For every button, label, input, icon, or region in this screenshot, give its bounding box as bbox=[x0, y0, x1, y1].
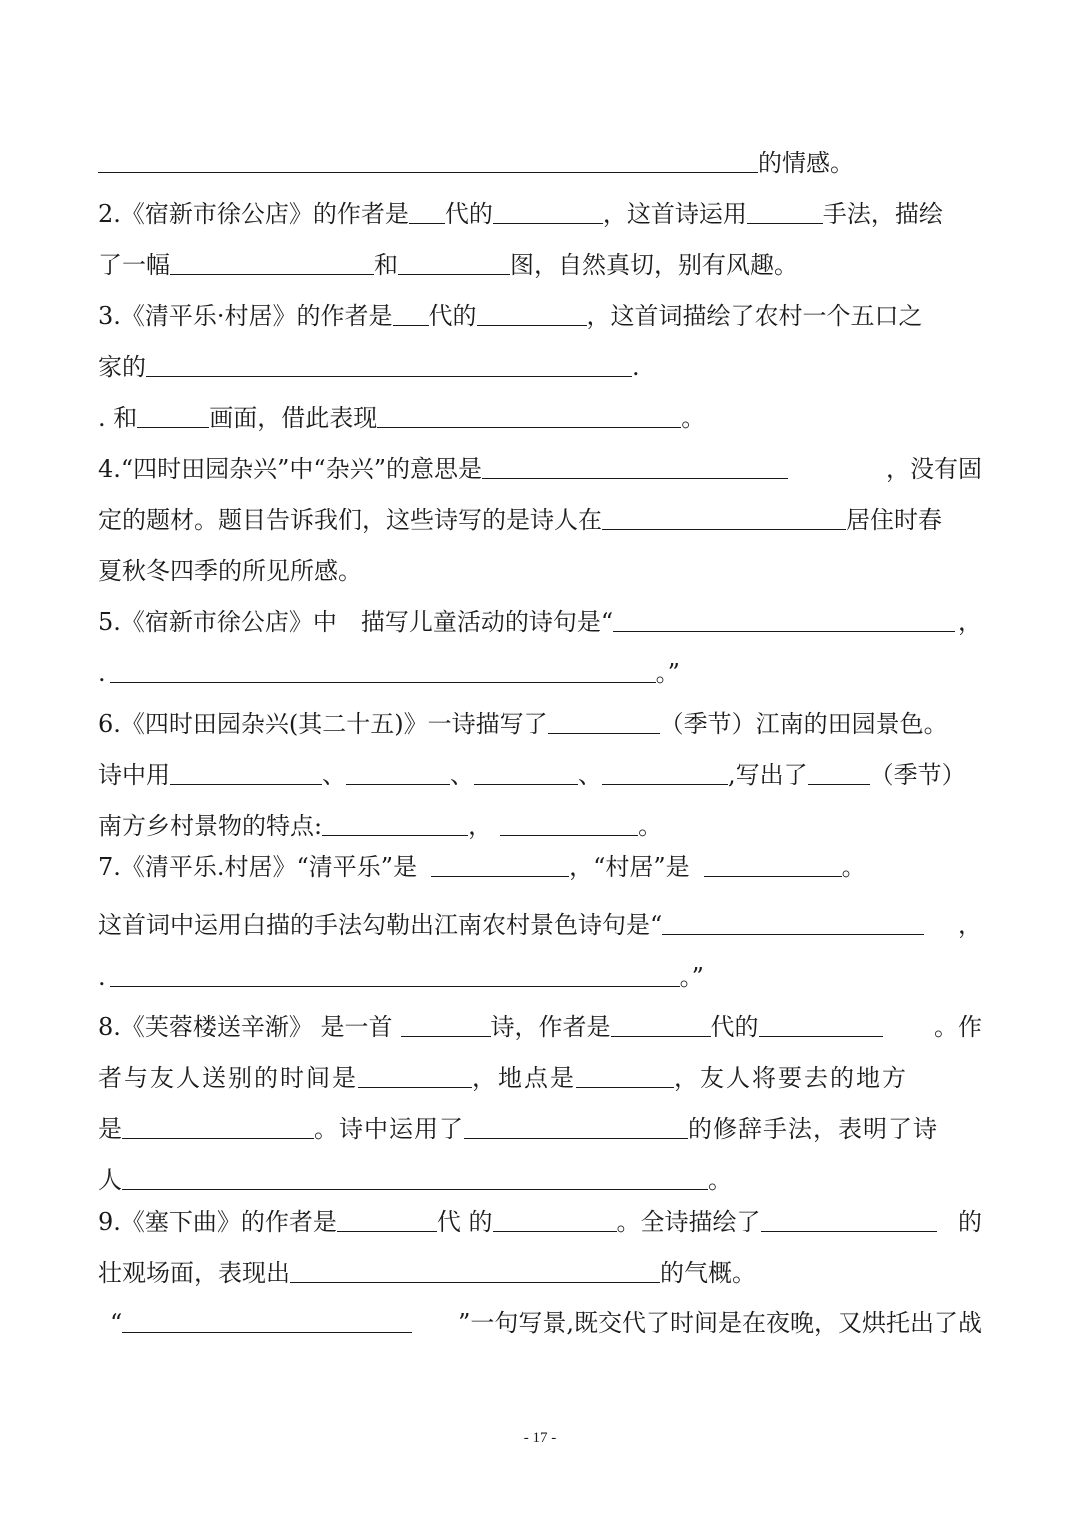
question-8-line-4 bbox=[98, 1163, 982, 1197]
question-5-line-2 bbox=[98, 656, 982, 690]
answer-blank[interactable] bbox=[322, 811, 468, 836]
answer-blank[interactable] bbox=[602, 760, 728, 785]
answer-blank[interactable] bbox=[170, 760, 322, 785]
line-text: 壮观场面，表现出 bbox=[98, 1259, 290, 1287]
answer-blank[interactable] bbox=[602, 505, 846, 530]
answer-blank[interactable] bbox=[358, 1063, 472, 1088]
line-text: 6.《四时田园杂兴(其二十五)》一诗描写了 bbox=[98, 710, 548, 738]
answer-blank[interactable] bbox=[493, 1207, 617, 1232]
line-text: 图，自然真切，别有风趣。 bbox=[510, 251, 798, 279]
answer-blank[interactable] bbox=[662, 910, 924, 935]
line-text: 是 bbox=[98, 1115, 122, 1143]
text-line-1 bbox=[98, 146, 982, 180]
answer-blank[interactable] bbox=[477, 301, 587, 326]
line-text: 居住时春 bbox=[846, 506, 942, 534]
line-text: 。作 bbox=[934, 1013, 982, 1041]
line-text: ，这首诗运用 bbox=[602, 200, 747, 228]
answer-blank[interactable] bbox=[346, 760, 450, 785]
line-text: 5.《宿新市徐公店》中 描写儿童活动的诗句是“ bbox=[98, 608, 614, 636]
answer-blank[interactable] bbox=[613, 607, 955, 632]
question-5-line-1 bbox=[98, 605, 982, 639]
answer-blank[interactable] bbox=[759, 1012, 883, 1037]
question-9-line-2 bbox=[98, 1256, 982, 1290]
line-text: 定的题材。题目告诉我们，这些诗写的是诗人在 bbox=[98, 506, 602, 534]
line-text: 2.《宿新市徐公店》的作者是 bbox=[98, 200, 409, 228]
answer-blank[interactable] bbox=[393, 301, 429, 326]
line-text: 者与友人送别的时间是 bbox=[98, 1064, 358, 1092]
question-2-line-1 bbox=[98, 197, 982, 231]
question-9-line-3 bbox=[98, 1306, 982, 1340]
line-text: 代的 bbox=[710, 1013, 759, 1041]
line-text: 了一幅 bbox=[98, 251, 170, 279]
line-text: ，地点是 bbox=[472, 1064, 576, 1092]
answer-blank[interactable] bbox=[493, 199, 603, 224]
line-text: ， bbox=[468, 812, 493, 840]
question-4-line-2 bbox=[98, 503, 982, 537]
line-text: ，没有固 bbox=[886, 455, 982, 483]
answer-blank[interactable] bbox=[110, 658, 656, 683]
line-text: 。 bbox=[638, 812, 663, 840]
line-text: . bbox=[98, 963, 106, 991]
answer-blank[interactable] bbox=[146, 352, 632, 377]
line-segment bbox=[98, 452, 788, 486]
line-text: 代的 bbox=[444, 200, 493, 228]
question-8-line-1 bbox=[98, 1010, 982, 1044]
answer-blank[interactable] bbox=[409, 199, 445, 224]
question-3-line-2 bbox=[98, 350, 982, 384]
line-text: 诗中用 bbox=[98, 761, 170, 789]
line-text: 代的 bbox=[428, 302, 477, 330]
answer-blank[interactable] bbox=[611, 1012, 711, 1037]
line-text: 、 bbox=[322, 761, 346, 789]
answer-blank[interactable] bbox=[500, 811, 638, 836]
answer-blank[interactable] bbox=[474, 760, 578, 785]
line-text: . 和 bbox=[98, 404, 138, 432]
line-text: （季节）江南的田园景色。 bbox=[659, 710, 948, 738]
page-number: - 17 - bbox=[523, 1430, 557, 1446]
answer-blank[interactable] bbox=[122, 1308, 412, 1333]
line-text: 的情感。 bbox=[758, 149, 854, 177]
question-7-line-1 bbox=[98, 850, 982, 884]
question-8-line-2 bbox=[98, 1061, 982, 1095]
question-3-line-3 bbox=[98, 401, 982, 435]
question-6-line-1 bbox=[98, 707, 982, 741]
answer-blank[interactable] bbox=[137, 403, 209, 428]
line-text: 手法，描绘 bbox=[822, 200, 943, 228]
answer-blank[interactable] bbox=[808, 760, 870, 785]
line-text: 的修辞手法，表明了诗 bbox=[688, 1115, 938, 1143]
question-2-line-2 bbox=[98, 248, 982, 282]
question-6-line-2 bbox=[98, 758, 982, 792]
answer-blank[interactable] bbox=[464, 1114, 688, 1139]
question-7-line-2 bbox=[98, 908, 982, 942]
line-text: ， bbox=[958, 608, 982, 636]
line-text: 8.《芙蓉楼送辛渐》 是一首 bbox=[98, 1013, 393, 1041]
line-text: （季节） bbox=[869, 761, 966, 789]
line-text: 7.《清平乐.村居》“清平乐”是 bbox=[98, 853, 418, 881]
line-text: ”一句写景,既交代了时间是在夜晚，又烘托出了战 bbox=[458, 1309, 982, 1337]
line-text: 画面，借此表现 bbox=[209, 404, 378, 432]
line-text: 的气概。 bbox=[660, 1259, 756, 1287]
line-text: 。” bbox=[655, 659, 680, 687]
line-text: ， bbox=[958, 911, 982, 939]
line-segment bbox=[98, 908, 924, 942]
answer-blank[interactable] bbox=[170, 250, 374, 275]
answer-blank[interactable] bbox=[704, 852, 842, 877]
line-text: 。 bbox=[681, 404, 706, 432]
line-text: 家的 bbox=[98, 353, 146, 381]
question-3-line-1 bbox=[98, 299, 982, 333]
question-4-line-3 bbox=[98, 554, 982, 588]
question-4-line-1 bbox=[98, 452, 982, 486]
line-text: 4.“四时田园杂兴”中“杂兴”的意思是 bbox=[98, 455, 482, 483]
answer-blank[interactable] bbox=[337, 1207, 437, 1232]
line-text: 3.《清平乐·村居》的作者是 bbox=[98, 302, 393, 330]
line-text: 人 bbox=[98, 1166, 122, 1194]
answer-blank[interactable] bbox=[761, 1207, 937, 1232]
line-text: 和 bbox=[374, 251, 398, 279]
line-text: ，友人将要去的地方 bbox=[674, 1064, 908, 1092]
line-text: 代 的 bbox=[436, 1208, 493, 1236]
answer-blank[interactable] bbox=[110, 962, 680, 987]
answer-blank[interactable] bbox=[576, 1063, 674, 1088]
answer-blank[interactable] bbox=[122, 1165, 708, 1190]
line-text: 。 bbox=[708, 1166, 732, 1194]
line-text: 9.《塞下曲》的作者是 bbox=[98, 1208, 337, 1236]
answer-blank[interactable] bbox=[98, 148, 758, 173]
answer-blank[interactable] bbox=[548, 709, 660, 734]
line-text: 。诗中运用了 bbox=[314, 1115, 464, 1143]
answer-blank[interactable] bbox=[122, 1114, 314, 1139]
answer-blank[interactable] bbox=[482, 454, 788, 479]
answer-blank[interactable] bbox=[398, 250, 510, 275]
answer-blank[interactable] bbox=[431, 852, 569, 877]
answer-blank[interactable] bbox=[377, 403, 681, 428]
line-text: ，“村居”是 bbox=[569, 853, 690, 881]
line-text: 、 bbox=[578, 761, 602, 789]
line-text: 的 bbox=[958, 1208, 982, 1236]
line-text: 。全诗描绘了 bbox=[616, 1208, 761, 1236]
line-text: ，这首词描绘了农村一个五口之 bbox=[586, 302, 923, 330]
line-text: ,写出了 bbox=[728, 761, 808, 789]
line-segment bbox=[98, 605, 955, 639]
line-text: 诗，作者是 bbox=[490, 1013, 611, 1041]
line-text: 南方乡村景物的特点: bbox=[98, 812, 323, 840]
question-6-line-3 bbox=[98, 809, 982, 843]
line-text: . bbox=[98, 659, 106, 687]
line-text: 。 bbox=[841, 853, 866, 881]
line-text: . bbox=[632, 353, 640, 381]
line-segment bbox=[98, 1306, 412, 1340]
question-8-line-3 bbox=[98, 1112, 982, 1146]
line-text: 这首词中运用白描的手法勾勒出江南农村景色诗句是“ bbox=[98, 911, 663, 939]
line-text: 夏秋冬四季的所见所感。 bbox=[98, 557, 362, 585]
answer-blank[interactable] bbox=[290, 1258, 660, 1283]
answer-blank[interactable] bbox=[747, 199, 823, 224]
line-segment bbox=[98, 1010, 883, 1044]
question-7-line-3 bbox=[98, 960, 982, 994]
line-text: 。” bbox=[679, 963, 704, 991]
line-segment bbox=[98, 1205, 937, 1239]
line-text: “ bbox=[110, 1309, 123, 1337]
answer-blank[interactable] bbox=[401, 1012, 491, 1037]
line-text: 、 bbox=[450, 761, 474, 789]
question-9-line-1 bbox=[98, 1205, 982, 1239]
